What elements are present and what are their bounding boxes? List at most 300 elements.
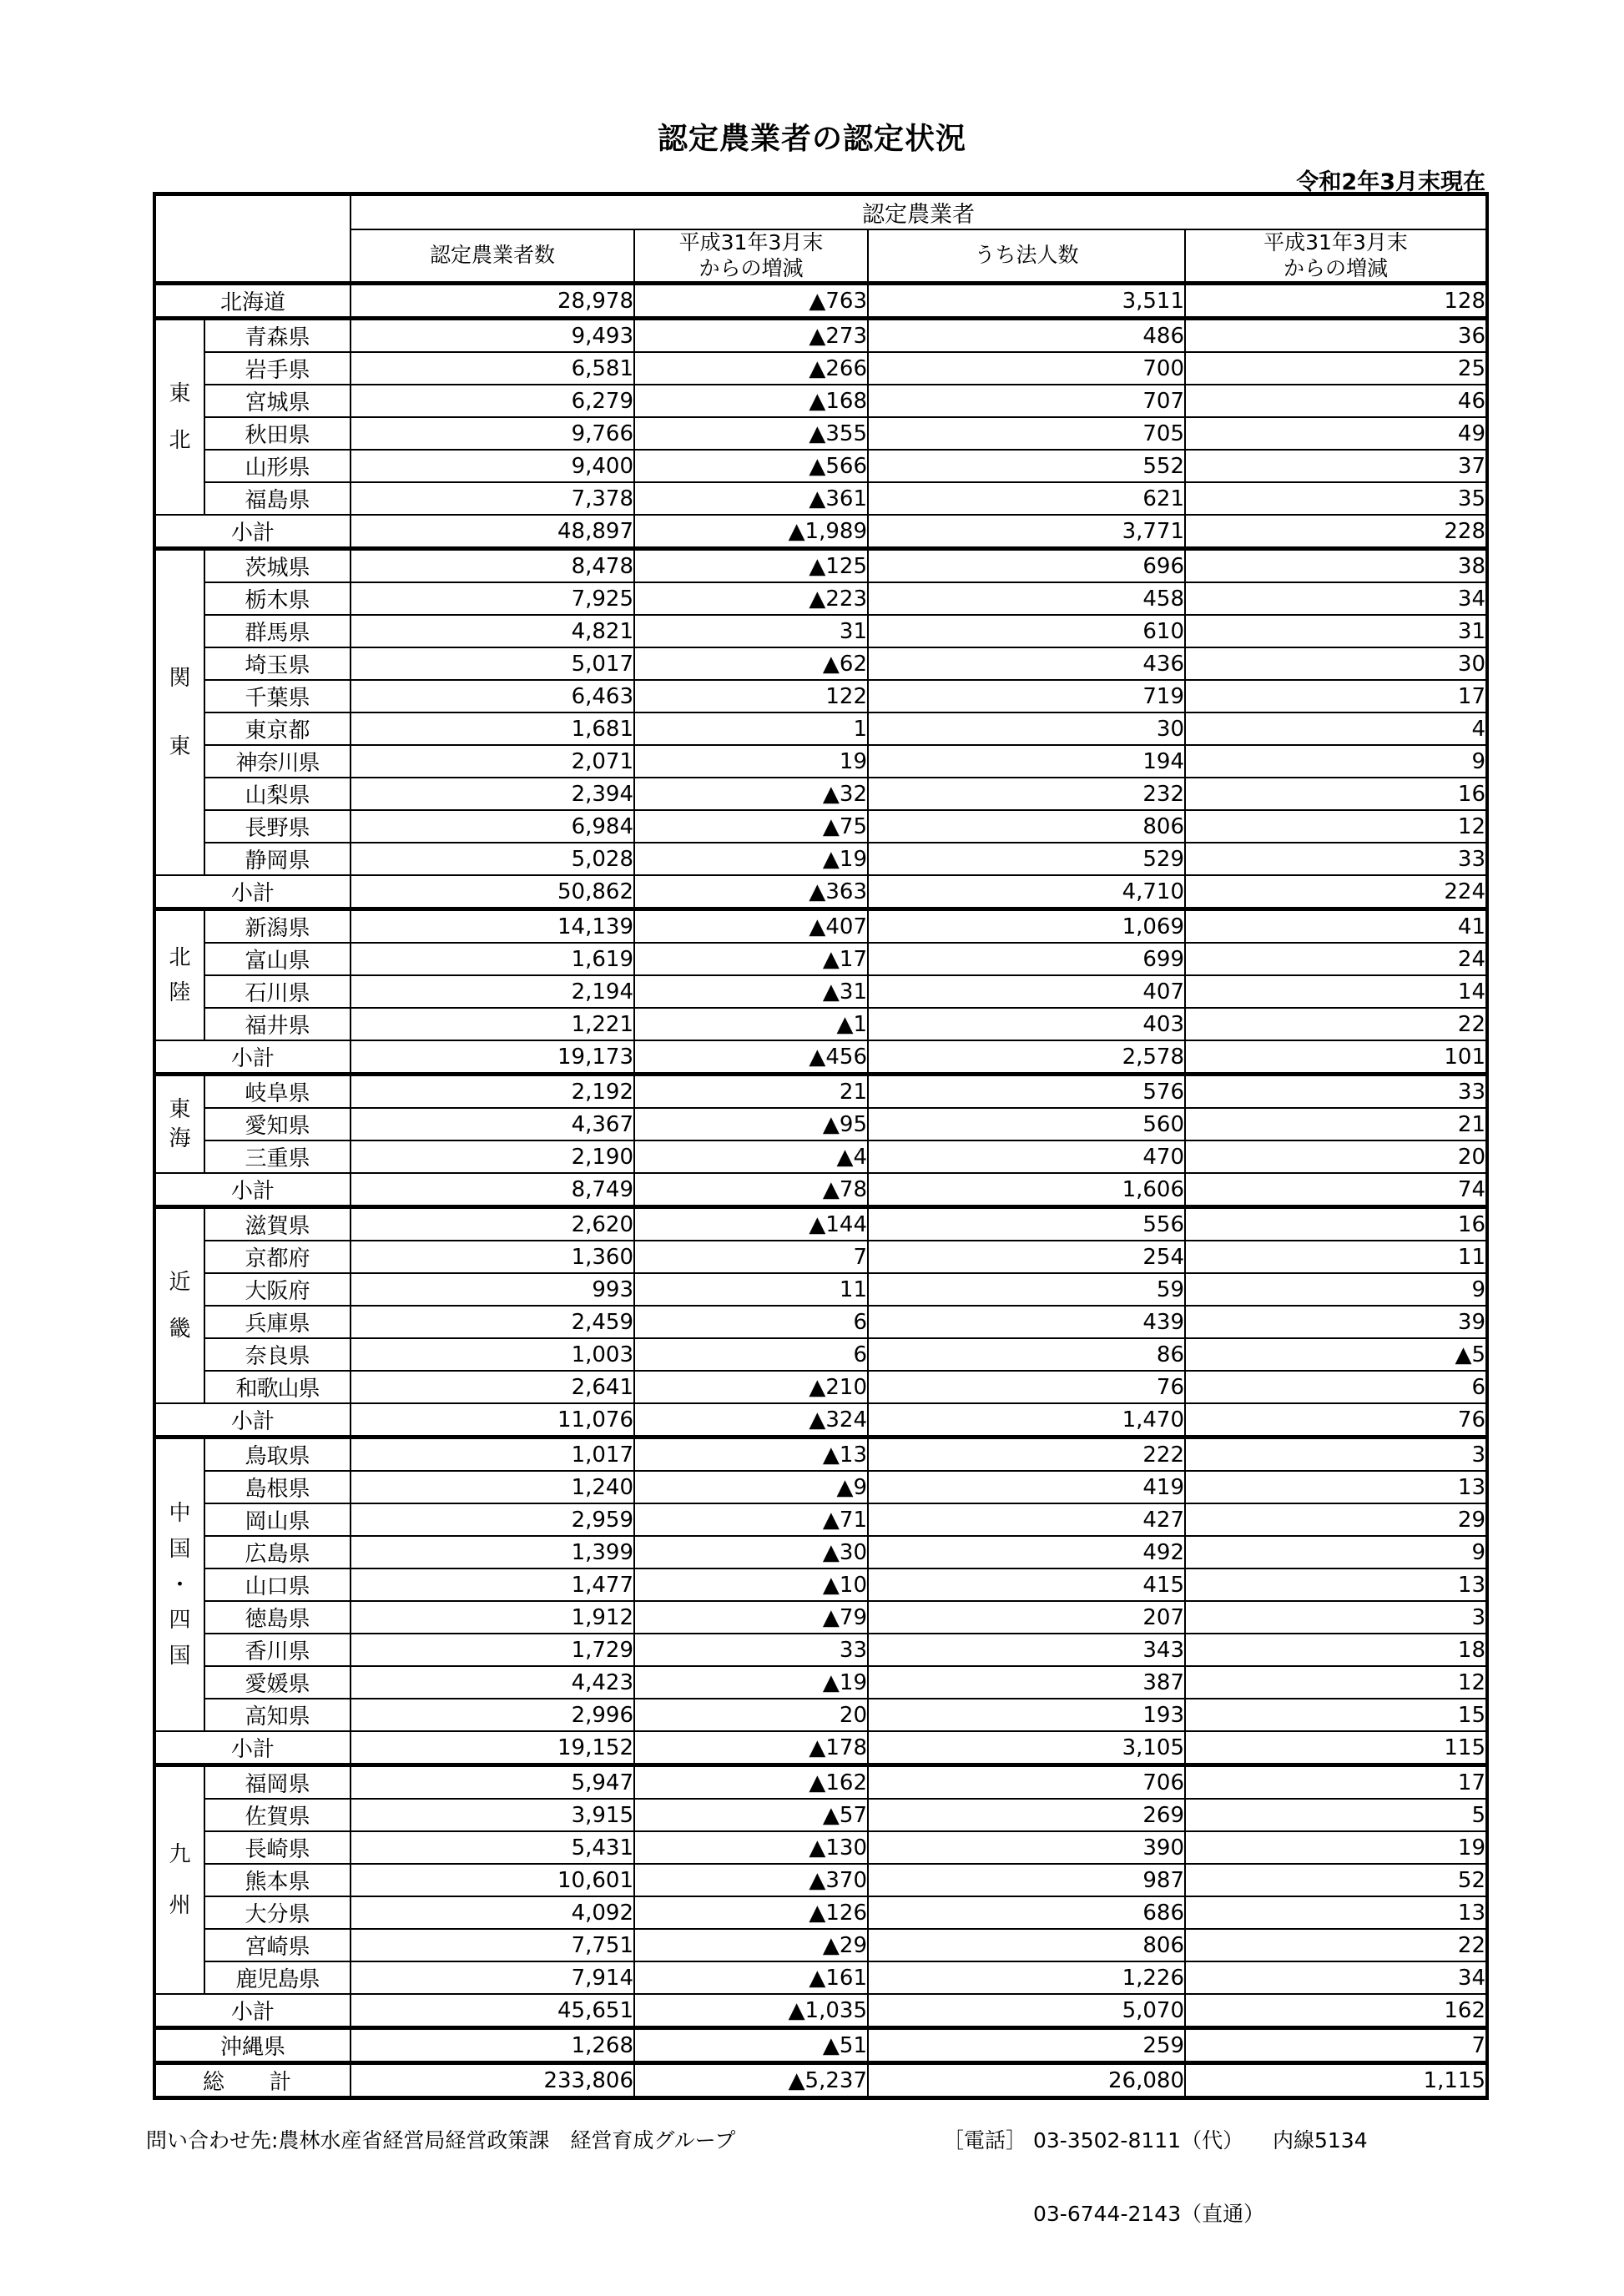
cell-change-大分県: ▲126 xyxy=(634,1896,868,1929)
table-row xyxy=(154,680,1487,712)
cell-corporations-島根県: 419 xyxy=(868,1471,1185,1503)
cell-corporations-鹿児島県: 1,226 xyxy=(868,1961,1185,1994)
cell-change-沖縄県: ▲51 xyxy=(634,2028,868,2063)
subtotal-corporations-change-中国・四国: 115 xyxy=(1185,1731,1487,1765)
cell-corporations-高知県: 193 xyxy=(868,1699,1185,1731)
cell-count-富山県: 1,619 xyxy=(351,943,634,975)
prefecture-cell-熊本県: 熊本県 xyxy=(204,1864,351,1896)
cell-count-熊本県: 10,601 xyxy=(351,1864,634,1896)
certified-farmers-table xyxy=(153,192,1489,2100)
cell-corporations-change-滋賀県: 16 xyxy=(1185,1207,1487,1241)
cell-corporations-三重県: 470 xyxy=(868,1140,1185,1173)
cell-change-三重県: ▲4 xyxy=(634,1140,868,1173)
cell-corporations-大分県: 686 xyxy=(868,1896,1185,1929)
subtotal-label-関東: 小計 xyxy=(154,875,351,909)
table-row xyxy=(154,2028,1487,2063)
cell-change-島根県: ▲9 xyxy=(634,1471,868,1503)
cell-change-山形県: ▲566 xyxy=(634,450,868,482)
cell-count-静岡県: 5,028 xyxy=(351,843,634,875)
subtotal-label-九州: 小計 xyxy=(154,1994,351,2028)
cell-change-佐賀県: ▲57 xyxy=(634,1799,868,1831)
subtotal-label-北陸: 小計 xyxy=(154,1040,351,1075)
cell-count-青森県: 9,493 xyxy=(351,319,634,353)
prefecture-cell-鹿児島県: 鹿児島県 xyxy=(204,1961,351,1994)
cell-change-岐阜県: 21 xyxy=(634,1075,868,1109)
cell-count-宮城県: 6,279 xyxy=(351,385,634,417)
cell-corporations-change-岩手県: 25 xyxy=(1185,352,1487,385)
cell-corporations-change-愛媛県: 12 xyxy=(1185,1666,1487,1699)
footer-contact-text: 問い合わせ先:農林水産省経営局経営政策課 経営育成グループ xyxy=(146,2128,736,2152)
table-row xyxy=(154,1831,1487,1864)
subtotal-label-中国・四国: 小計 xyxy=(154,1731,351,1765)
cell-count-徳島県: 1,912 xyxy=(351,1601,634,1634)
cell-count-大分県: 4,092 xyxy=(351,1896,634,1929)
cell-corporations-change-広島県: 9 xyxy=(1185,1536,1487,1568)
table-row xyxy=(154,482,1487,515)
cell-change-青森県: ▲273 xyxy=(634,319,868,353)
cell-count-長野県: 6,984 xyxy=(351,810,634,843)
grand-total-corporations: 26,080 xyxy=(868,2063,1185,2098)
cell-corporations-埼玉県: 436 xyxy=(868,647,1185,680)
cell-count-石川県: 2,194 xyxy=(351,975,634,1008)
cell-count-長崎県: 5,431 xyxy=(351,1831,634,1864)
cell-corporations-東京都: 30 xyxy=(868,712,1185,745)
cell-count-岡山県: 2,959 xyxy=(351,1503,634,1536)
table-row-subtotal xyxy=(154,1731,1487,1765)
cell-count-兵庫県: 2,459 xyxy=(351,1306,634,1338)
table-row xyxy=(154,615,1487,647)
prefecture-cell-山梨県: 山梨県 xyxy=(204,778,351,810)
cell-corporations-福井県: 403 xyxy=(868,1008,1185,1040)
footer-tel-main: 03-3502-8111（代） xyxy=(1032,2128,1244,2152)
table-row xyxy=(154,284,1487,319)
cell-count-香川県: 1,729 xyxy=(351,1634,634,1666)
cell-corporations-change-福岡県: 17 xyxy=(1185,1765,1487,1800)
cell-corporations-群馬県: 610 xyxy=(868,615,1185,647)
subtotal-change-近畿: ▲324 xyxy=(634,1403,868,1438)
table-row xyxy=(154,352,1487,385)
cell-count-大阪府: 993 xyxy=(351,1273,634,1306)
subtotal-change-中国・四国: ▲178 xyxy=(634,1731,868,1765)
table-row xyxy=(154,1438,1487,1472)
cell-change-宮城県: ▲168 xyxy=(634,385,868,417)
footer-row-1 xyxy=(146,2124,1565,2161)
table-row xyxy=(154,745,1487,778)
cell-corporations-change-富山県: 24 xyxy=(1185,943,1487,975)
cell-corporations-滋賀県: 556 xyxy=(868,1207,1185,1241)
region-label-char: ・ xyxy=(169,1572,191,1598)
header-col-change-line2: からの増減 xyxy=(699,255,804,280)
cell-corporations-change-東京都: 4 xyxy=(1185,712,1487,745)
cell-change-神奈川県: 19 xyxy=(634,745,868,778)
cell-change-愛媛県: ▲19 xyxy=(634,1666,868,1699)
table-row xyxy=(154,843,1487,875)
region-label-東北 xyxy=(154,319,204,516)
header-row-group xyxy=(154,194,1487,230)
cell-corporations-change-鹿児島県: 34 xyxy=(1185,1961,1487,1994)
region-label-char: 陸 xyxy=(169,980,191,1006)
cell-corporations-change-北海道: 128 xyxy=(1185,284,1487,319)
cell-corporations-change-長崎県: 19 xyxy=(1185,1831,1487,1864)
prefecture-cell-埼玉県: 埼玉県 xyxy=(204,647,351,680)
footer-tel-direct: 03-6744-2143（直通） xyxy=(1033,2202,1265,2226)
region-label-char: 北 xyxy=(169,427,191,453)
region-label-char: 国 xyxy=(169,1536,191,1562)
cell-change-滋賀県: ▲144 xyxy=(634,1207,868,1241)
subtotal-corporations-東北: 3,771 xyxy=(868,515,1185,549)
header-col-corporations: うち法人数 xyxy=(868,229,1185,284)
region-label-char: 四 xyxy=(169,1608,191,1634)
cell-corporations-change-香川県: 18 xyxy=(1185,1634,1487,1666)
cell-corporations-福岡県: 706 xyxy=(868,1765,1185,1800)
subtotal-count-北陸: 19,173 xyxy=(351,1040,634,1075)
region-label-char: 近 xyxy=(169,1270,191,1296)
cell-change-静岡県: ▲19 xyxy=(634,843,868,875)
header-col-change xyxy=(634,229,868,284)
subtotal-corporations-change-関東: 224 xyxy=(1185,875,1487,909)
cell-corporations-change-山口県: 13 xyxy=(1185,1568,1487,1601)
cell-corporations-奈良県: 86 xyxy=(868,1338,1185,1371)
table-row xyxy=(154,549,1487,583)
cell-change-長野県: ▲75 xyxy=(634,810,868,843)
table-row xyxy=(154,1207,1487,1241)
table-row xyxy=(154,1108,1487,1140)
cell-count-山口県: 1,477 xyxy=(351,1568,634,1601)
cell-corporations-change-長野県: 12 xyxy=(1185,810,1487,843)
cell-corporations-change-岐阜県: 33 xyxy=(1185,1075,1487,1109)
cell-change-熊本県: ▲370 xyxy=(634,1864,868,1896)
table-row xyxy=(154,975,1487,1008)
table-row-subtotal xyxy=(154,875,1487,909)
table-row xyxy=(154,1241,1487,1273)
cell-corporations-change-宮崎県: 22 xyxy=(1185,1929,1487,1961)
region-label-九州 xyxy=(154,1765,204,1995)
table-row xyxy=(154,582,1487,615)
cell-corporations-新潟県: 1,069 xyxy=(868,909,1185,944)
region-label-char: 海 xyxy=(169,1126,191,1152)
prefecture-cell-兵庫県: 兵庫県 xyxy=(204,1306,351,1338)
table-row-subtotal xyxy=(154,1173,1487,1207)
subtotal-corporations-九州: 5,070 xyxy=(868,1994,1185,2028)
table-row xyxy=(154,1929,1487,1961)
subtotal-change-東海: ▲78 xyxy=(634,1173,868,1207)
cell-change-石川県: ▲31 xyxy=(634,975,868,1008)
prefecture-cell-宮崎県: 宮崎県 xyxy=(204,1929,351,1961)
cell-count-北海道: 28,978 xyxy=(351,284,634,319)
cell-change-岡山県: ▲71 xyxy=(634,1503,868,1536)
cell-change-群馬県: 31 xyxy=(634,615,868,647)
cell-corporations-岩手県: 700 xyxy=(868,352,1185,385)
header-col-corporations-change xyxy=(1185,229,1487,284)
table-row xyxy=(154,712,1487,745)
table-row-subtotal xyxy=(154,515,1487,549)
cell-count-東京都: 1,681 xyxy=(351,712,634,745)
cell-corporations-change-青森県: 36 xyxy=(1185,319,1487,353)
cell-corporations-change-兵庫県: 39 xyxy=(1185,1306,1487,1338)
cell-corporations-佐賀県: 269 xyxy=(868,1799,1185,1831)
subtotal-change-北陸: ▲456 xyxy=(634,1040,868,1075)
cell-change-兵庫県: 6 xyxy=(634,1306,868,1338)
grand-total-change: ▲5,237 xyxy=(634,2063,868,2098)
cell-corporations-change-栃木県: 34 xyxy=(1185,582,1487,615)
prefecture-cell-静岡県: 静岡県 xyxy=(204,843,351,875)
cell-corporations-change-新潟県: 41 xyxy=(1185,909,1487,944)
table-row-subtotal xyxy=(154,1040,1487,1075)
prefecture-cell-福井県: 福井県 xyxy=(204,1008,351,1040)
table-row xyxy=(154,1471,1487,1503)
subtotal-label-東北: 小計 xyxy=(154,515,351,549)
cell-corporations-山梨県: 232 xyxy=(868,778,1185,810)
prefecture-cell-新潟県: 新潟県 xyxy=(204,909,351,944)
prefecture-cell-東京都: 東京都 xyxy=(204,712,351,745)
table-row xyxy=(154,647,1487,680)
table-row xyxy=(154,1634,1487,1666)
prefecture-cell-山形県: 山形県 xyxy=(204,450,351,482)
cell-corporations-change-三重県: 20 xyxy=(1185,1140,1487,1173)
table-row xyxy=(154,1008,1487,1040)
cell-count-山形県: 9,400 xyxy=(351,450,634,482)
region-label-char: 中 xyxy=(169,1500,191,1526)
subtotal-corporations-東海: 1,606 xyxy=(868,1173,1185,1207)
region-label-char: 東 xyxy=(169,733,191,759)
cell-corporations-change-神奈川県: 9 xyxy=(1185,745,1487,778)
prefecture-cell-広島県: 広島県 xyxy=(204,1536,351,1568)
cell-count-佐賀県: 3,915 xyxy=(351,1799,634,1831)
subtotal-count-九州: 45,651 xyxy=(351,1994,634,2028)
region-label-char: 東 xyxy=(169,1096,191,1122)
subtotal-corporations-近畿: 1,470 xyxy=(868,1403,1185,1438)
table-row xyxy=(154,778,1487,810)
prefecture-cell-愛媛県: 愛媛県 xyxy=(204,1666,351,1699)
subtotal-label-近畿: 小計 xyxy=(154,1403,351,1438)
cell-change-福井県: ▲1 xyxy=(634,1008,868,1040)
subtotal-corporations-change-北陸: 101 xyxy=(1185,1040,1487,1075)
table-row xyxy=(154,1306,1487,1338)
cell-corporations-change-秋田県: 49 xyxy=(1185,417,1487,450)
prefecture-cell-高知県: 高知県 xyxy=(204,1699,351,1731)
header-col-corps-change-line1: 平成31年3月末 xyxy=(1263,230,1408,254)
cell-corporations-宮城県: 707 xyxy=(868,385,1185,417)
cell-change-愛知県: ▲95 xyxy=(634,1108,868,1140)
prefecture-cell-栃木県: 栃木県 xyxy=(204,582,351,615)
cell-corporations-山形県: 552 xyxy=(868,450,1185,482)
table-row xyxy=(154,1536,1487,1568)
cell-change-和歌山県: ▲210 xyxy=(634,1371,868,1403)
header-col-count: 認定農業者数 xyxy=(351,229,634,284)
cell-count-岩手県: 6,581 xyxy=(351,352,634,385)
cell-change-高知県: 20 xyxy=(634,1699,868,1731)
cell-corporations-熊本県: 987 xyxy=(868,1864,1185,1896)
cell-count-秋田県: 9,766 xyxy=(351,417,634,450)
subtotal-corporations-中国・四国: 3,105 xyxy=(868,1731,1185,1765)
table-row xyxy=(154,1273,1487,1306)
prefecture-cell-香川県: 香川県 xyxy=(204,1634,351,1666)
cell-corporations-栃木県: 458 xyxy=(868,582,1185,615)
cell-change-福島県: ▲361 xyxy=(634,482,868,515)
prefecture-cell-愛知県: 愛知県 xyxy=(204,1108,351,1140)
prefecture-cell-岐阜県: 岐阜県 xyxy=(204,1075,351,1109)
cell-count-和歌山県: 2,641 xyxy=(351,1371,634,1403)
cell-count-新潟県: 14,139 xyxy=(351,909,634,944)
cell-corporations-change-岡山県: 29 xyxy=(1185,1503,1487,1536)
region-label-char: 九 xyxy=(169,1841,191,1867)
prefecture-cell-秋田県: 秋田県 xyxy=(204,417,351,450)
header-group-certified-farmers: 認定農業者 xyxy=(351,194,1487,230)
subtotal-corporations-change-東海: 74 xyxy=(1185,1173,1487,1207)
table-row xyxy=(154,909,1487,944)
cell-corporations-change-熊本県: 52 xyxy=(1185,1864,1487,1896)
table-row xyxy=(154,1075,1487,1109)
cell-corporations-徳島県: 207 xyxy=(868,1601,1185,1634)
cell-corporations-change-石川県: 14 xyxy=(1185,975,1487,1008)
prefecture-cell-富山県: 富山県 xyxy=(204,943,351,975)
cell-count-鹿児島県: 7,914 xyxy=(351,1961,634,1994)
cell-corporations-長崎県: 390 xyxy=(868,1831,1185,1864)
cell-change-秋田県: ▲355 xyxy=(634,417,868,450)
region-label-北陸 xyxy=(154,909,204,1041)
cell-corporations-岡山県: 427 xyxy=(868,1503,1185,1536)
subtotal-corporations-関東: 4,710 xyxy=(868,875,1185,909)
footer-extension: 内線5134 xyxy=(1273,2128,1368,2152)
cell-count-京都府: 1,360 xyxy=(351,1241,634,1273)
cell-corporations-change-茨城県: 38 xyxy=(1185,549,1487,583)
prefecture-cell-石川県: 石川県 xyxy=(204,975,351,1008)
cell-change-埼玉県: ▲62 xyxy=(634,647,868,680)
cell-change-栃木県: ▲223 xyxy=(634,582,868,615)
prefecture-cell-佐賀県: 佐賀県 xyxy=(204,1799,351,1831)
cell-count-福島県: 7,378 xyxy=(351,482,634,515)
header-col-corps-change-line2: からの増減 xyxy=(1283,255,1388,280)
region-label-char: 国 xyxy=(169,1644,191,1669)
cell-corporations-青森県: 486 xyxy=(868,319,1185,353)
cell-change-岩手県: ▲266 xyxy=(634,352,868,385)
cell-count-千葉県: 6,463 xyxy=(351,680,634,712)
subtotal-count-関東: 50,862 xyxy=(351,875,634,909)
region-label-char: 州 xyxy=(169,1893,191,1919)
cell-change-広島県: ▲30 xyxy=(634,1536,868,1568)
cell-change-奈良県: 6 xyxy=(634,1338,868,1371)
cell-corporations-change-福井県: 22 xyxy=(1185,1008,1487,1040)
grand-total-count: 233,806 xyxy=(351,2063,634,2098)
cell-corporations-change-静岡県: 33 xyxy=(1185,843,1487,875)
cell-corporations-change-福島県: 35 xyxy=(1185,482,1487,515)
prefecture-cell-奈良県: 奈良県 xyxy=(204,1338,351,1371)
cell-corporations-山口県: 415 xyxy=(868,1568,1185,1601)
cell-corporations-change-徳島県: 3 xyxy=(1185,1601,1487,1634)
table-row xyxy=(154,385,1487,417)
cell-corporations-神奈川県: 194 xyxy=(868,745,1185,778)
cell-corporations-長野県: 806 xyxy=(868,810,1185,843)
cell-corporations-change-山形県: 37 xyxy=(1185,450,1487,482)
grand-total-corporations-change: 1,115 xyxy=(1185,2063,1487,2098)
region-label-char: 関 xyxy=(169,666,191,692)
prefecture-cell-和歌山県: 和歌山県 xyxy=(204,1371,351,1403)
prefecture-cell-千葉県: 千葉県 xyxy=(204,680,351,712)
cell-count-栃木県: 7,925 xyxy=(351,582,634,615)
prefecture-cell-福島県: 福島県 xyxy=(204,482,351,515)
cell-change-徳島県: ▲79 xyxy=(634,1601,868,1634)
prefecture-cell-大阪府: 大阪府 xyxy=(204,1273,351,1306)
certified-farmers-table-wrapper xyxy=(153,192,1485,2100)
cell-corporations-京都府: 254 xyxy=(868,1241,1185,1273)
prefecture-cell-島根県: 島根県 xyxy=(204,1471,351,1503)
prefecture-cell-福岡県: 福岡県 xyxy=(204,1765,351,1800)
table-row xyxy=(154,1568,1487,1601)
cell-change-東京都: 1 xyxy=(634,712,868,745)
cell-corporations-愛知県: 560 xyxy=(868,1108,1185,1140)
cell-count-宮崎県: 7,751 xyxy=(351,1929,634,1961)
cell-corporations-change-大阪府: 9 xyxy=(1185,1273,1487,1306)
subtotal-count-東海: 8,749 xyxy=(351,1173,634,1207)
cell-corporations-change-佐賀県: 5 xyxy=(1185,1799,1487,1831)
table-head xyxy=(154,194,1487,284)
cell-count-岐阜県: 2,192 xyxy=(351,1075,634,1109)
table-row-subtotal xyxy=(154,1403,1487,1438)
table-row xyxy=(154,1371,1487,1403)
cell-corporations-北海道: 3,511 xyxy=(868,284,1185,319)
footer-tel-label: ［電話］ xyxy=(943,2128,1027,2152)
cell-corporations-change-沖縄県: 7 xyxy=(1185,2028,1487,2063)
prefecture-cell-三重県: 三重県 xyxy=(204,1140,351,1173)
table-row xyxy=(154,1666,1487,1699)
cell-change-千葉県: 122 xyxy=(634,680,868,712)
subtotal-corporations-change-東北: 228 xyxy=(1185,515,1487,549)
table-row xyxy=(154,1864,1487,1896)
cell-count-滋賀県: 2,620 xyxy=(351,1207,634,1241)
cell-count-鳥取県: 1,017 xyxy=(351,1438,634,1472)
cell-corporations-和歌山県: 76 xyxy=(868,1371,1185,1403)
cell-corporations-兵庫県: 439 xyxy=(868,1306,1185,1338)
subtotal-count-近畿: 11,076 xyxy=(351,1403,634,1438)
cell-change-北海道: ▲763 xyxy=(634,284,868,319)
cell-corporations-秋田県: 705 xyxy=(868,417,1185,450)
cell-corporations-change-和歌山県: 6 xyxy=(1185,1371,1487,1403)
table-body xyxy=(154,284,1487,2098)
header-col-change-line1: 平成31年3月末 xyxy=(678,230,824,254)
cell-corporations-富山県: 699 xyxy=(868,943,1185,975)
cell-corporations-change-奈良県: ▲5 xyxy=(1185,1338,1487,1371)
cell-change-鳥取県: ▲13 xyxy=(634,1438,868,1472)
prefecture-cell-宮城県: 宮城県 xyxy=(204,385,351,417)
cell-count-群馬県: 4,821 xyxy=(351,615,634,647)
cell-count-島根県: 1,240 xyxy=(351,1471,634,1503)
table-row xyxy=(154,1961,1487,1994)
subtotal-change-九州: ▲1,035 xyxy=(634,1994,868,2028)
cell-change-山梨県: ▲32 xyxy=(634,778,868,810)
footer-row-2 xyxy=(146,2161,1565,2226)
cell-corporations-change-千葉県: 17 xyxy=(1185,680,1487,712)
cell-count-三重県: 2,190 xyxy=(351,1140,634,1173)
cell-corporations-宮崎県: 806 xyxy=(868,1929,1185,1961)
table-row xyxy=(154,450,1487,482)
footer-telephone xyxy=(943,2124,1243,2154)
as-of-date: 令和2年3月末現在 xyxy=(1296,169,1485,195)
cell-count-高知県: 2,996 xyxy=(351,1699,634,1731)
cell-corporations-change-山梨県: 16 xyxy=(1185,778,1487,810)
region-label-近畿 xyxy=(154,1207,204,1404)
prefecture-cell-沖縄県: 沖縄県 xyxy=(154,2028,351,2063)
cell-corporations-change-鳥取県: 3 xyxy=(1185,1438,1487,1472)
cell-corporations-愛媛県: 387 xyxy=(868,1666,1185,1699)
cell-change-京都府: 7 xyxy=(634,1241,868,1273)
cell-corporations-千葉県: 719 xyxy=(868,680,1185,712)
table-row xyxy=(154,1503,1487,1536)
table-row-subtotal xyxy=(154,1994,1487,2028)
cell-corporations-change-群馬県: 31 xyxy=(1185,615,1487,647)
cell-change-山口県: ▲10 xyxy=(634,1568,868,1601)
cell-corporations-石川県: 407 xyxy=(868,975,1185,1008)
cell-count-愛媛県: 4,423 xyxy=(351,1666,634,1699)
